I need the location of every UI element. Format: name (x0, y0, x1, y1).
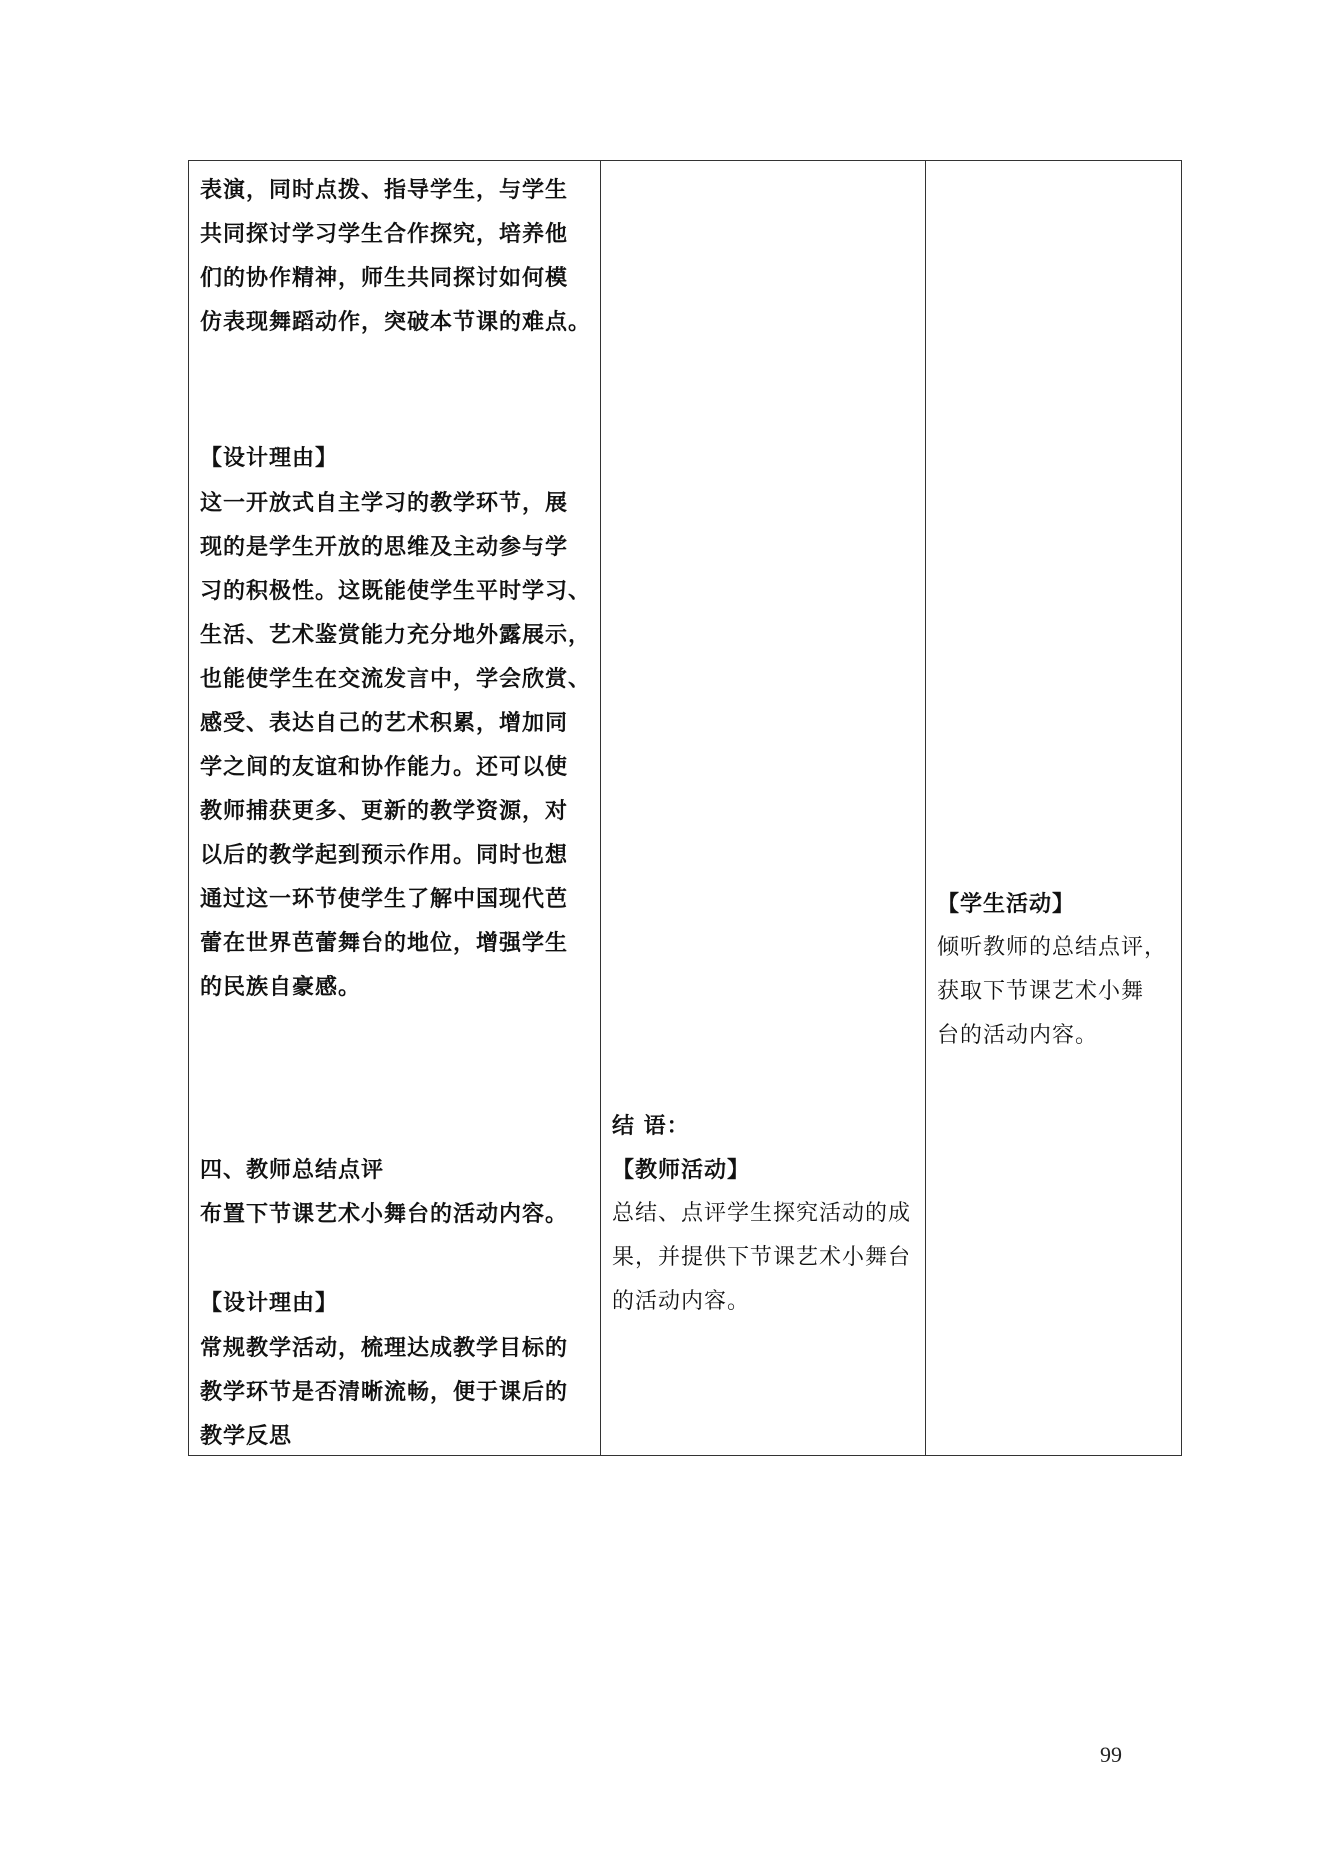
conclusion-heading: 结 语： (612, 1113, 690, 1139)
teacher-guidance-text: 表演，同时点拨、指导学生，与学生 共同探讨学习学生合作探究，培养他 们的协作精神，师生共同探讨如何模 仿表现舞蹈动作，突破本节课的难点。 (200, 177, 592, 335)
column-divider-2 (925, 161, 926, 1455)
design-reason-title-2: 【设计理由】 (200, 1290, 339, 1316)
section-4-title: 四、教师总结点评 (200, 1157, 385, 1183)
section-4-body: 布置下节课艺术小舞台的活动内容。 (200, 1201, 569, 1227)
design-reason-title-1: 【设计理由】 (200, 445, 339, 471)
design-reason-body-1: 这一开放式自主学习的教学环节，展 现的是学生开放的思维及主动参与学 习的积极性。这既能使学生平时学习、 生活、艺术鉴赏能力充分地外露展示， 也能使学生在交流发言中，学会欣赏、 感受、表达自己的艺术积累，增加同 学之间的友谊和协作能力。还可以使 教师捕获更多、更新的教学资源，对 以后的教学起到预示作用。同时也想 通过这一环节使学生了解中国现代芭 蕾在世界芭蕾舞台的地位，增强学生 的民族自豪感。 (200, 490, 592, 1000)
student-activity-body: 倾听教师的总结点评， 获取下节课艺术小舞 台的活动内容。 (937, 935, 1168, 1048)
page-number: 99 (1100, 1742, 1122, 1767)
design-reason-body-2: 常规教学活动，梳理达成教学目标的 教学环节是否清晰流畅，便于课后的 教学反思 (200, 1335, 569, 1449)
column-divider-1 (600, 161, 601, 1455)
student-activity-title: 【学生活动】 (937, 891, 1076, 917)
teacher-activity-body: 总结、点评学生探究活动的成 果，并提供下节课艺术小舞台 的活动内容。 (612, 1201, 912, 1314)
teacher-activity-title: 【教师活动】 (612, 1157, 751, 1183)
